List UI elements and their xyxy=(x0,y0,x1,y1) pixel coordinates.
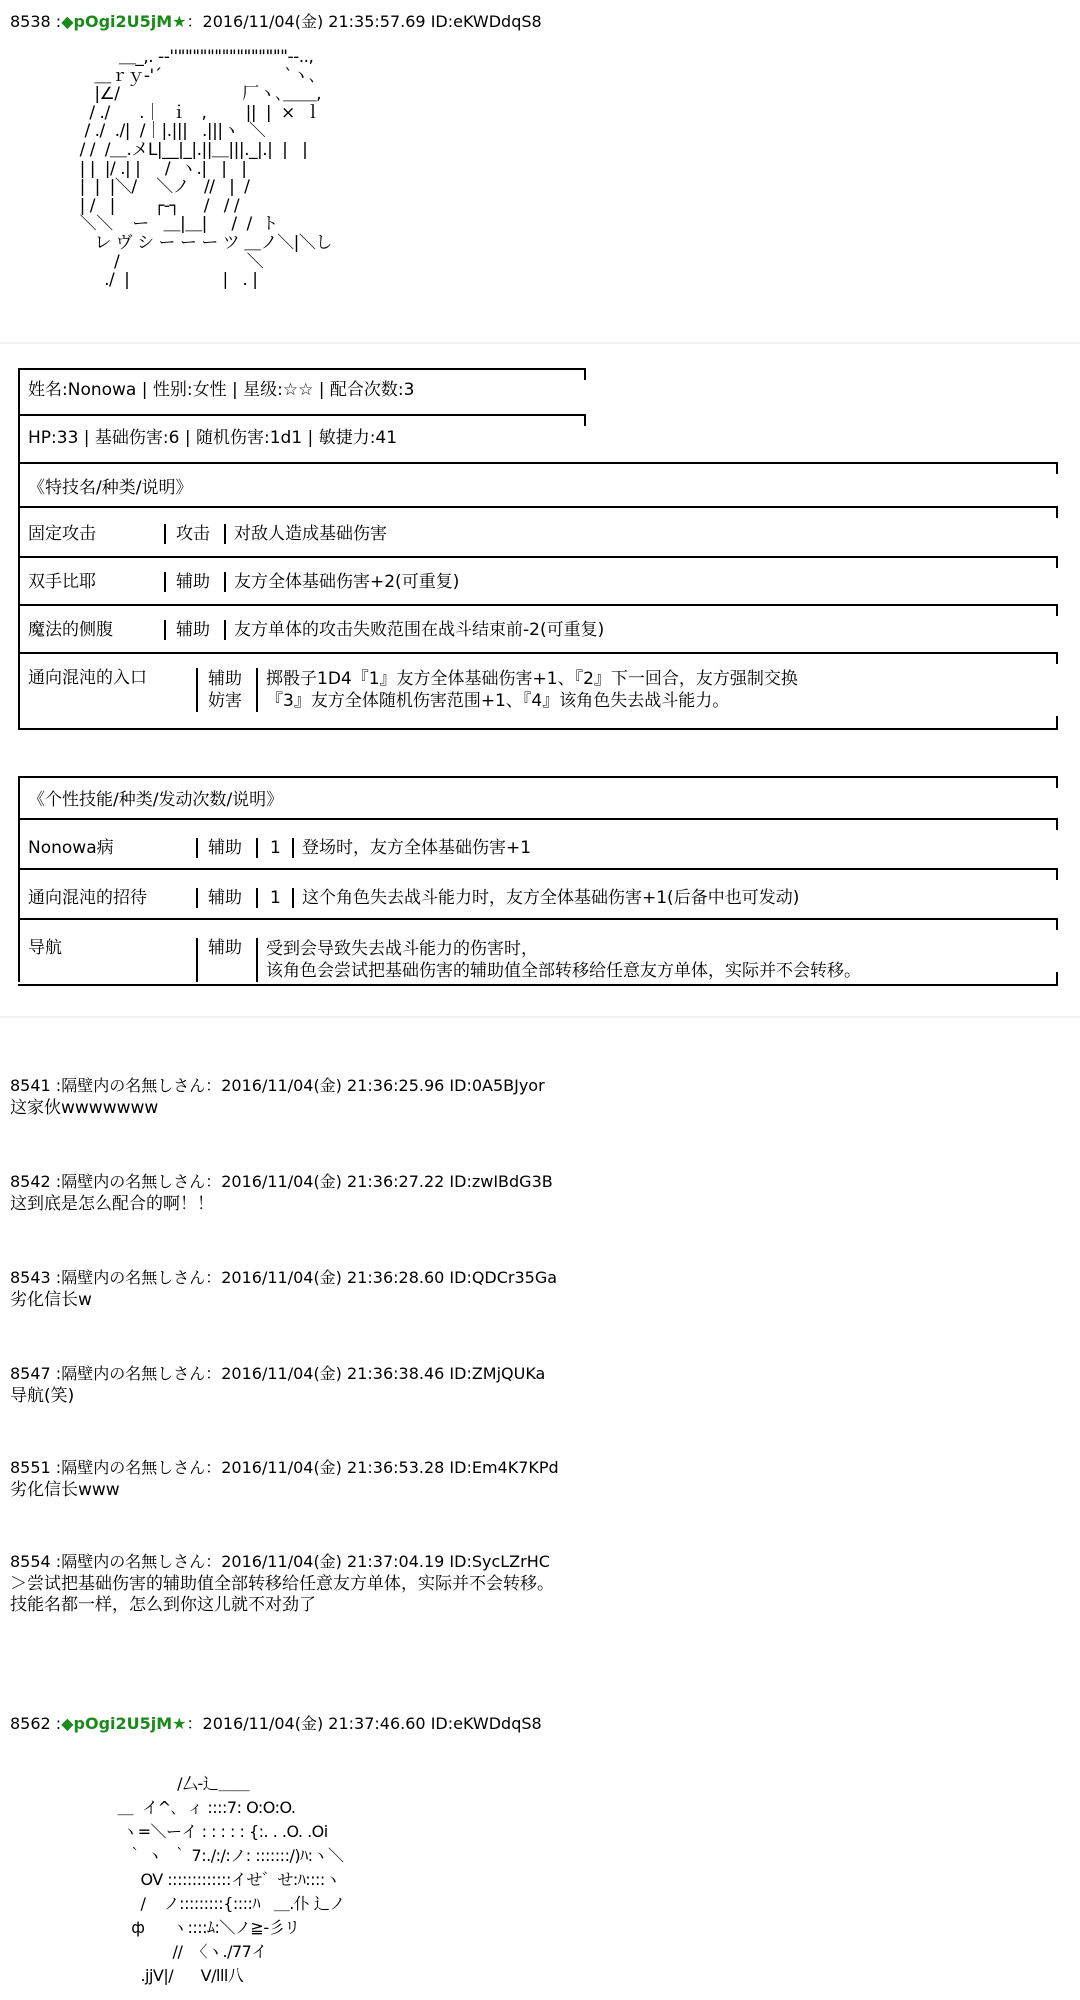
skill-desc: 对敌人造成基础伤害 xyxy=(234,524,387,544)
ascii-art-character-2: /厶-辶＿＿ ＿ イ^､ ィ ::::7: O:O:O. ヽ=＼ーイ : : : : : {:. . .O. .Oi ｀ ヽ ｀ 7:./:/:ノ: :::::::/)ﾊ:ヽ＼ OV :::::::::::::イせ゛せ:ﾊ::::ヽ / ノ:::::::::{::::ﾊ ＿.仆 辶ノ ф ヽ::::ﾑ:＼ノ≧-彡リ // 〈ヽ./77イ .jjV|/ V/lll八 xyxy=(117,1774,345,1985)
poster-name: 隔壁内の名無しさん xyxy=(61,1172,206,1191)
skill-desc: 掷骰子1D4『1』友方全体基础伤害+1、『2』下一回合，友方强制交换 『3』友方全体随机伤害范围+1、『4』该角色失去战斗能力。 xyxy=(266,669,798,711)
trait-name: 通向混沌的招待 xyxy=(28,888,147,908)
trait-count: 1 xyxy=(270,838,281,858)
stats-row-1: 姓名:Nonowa | 性别:女性 | 星级:☆☆ | 配合次数:3 xyxy=(28,380,415,400)
post-header-8562: 8562 :◆pOgi2U5jM★：2016/11/04(金) 21:37:46.60 ID:eKWDdqS8 xyxy=(10,1714,542,1733)
post-body: ＞尝试把基础伤害的辅助值全部转移给任意友方单体，实际并不会转移。 技能名都一样，怎么到你这儿就不对劲了 xyxy=(10,1574,554,1615)
poster-name: 隔壁内の名無しさん xyxy=(61,1552,206,1571)
post-header-8541: 8541 :隔壁内の名無しさん：2016/11/04(金) 21:36:25.96 ID:0A5BJyor xyxy=(10,1076,545,1095)
poster-name: 隔壁内の名無しさん xyxy=(61,1458,206,1477)
trait-count: 1 xyxy=(270,888,281,908)
trait-name: Nonowa病 xyxy=(28,838,114,858)
skill-name: 通向混沌的入口 xyxy=(28,668,147,688)
post-body: 这家伙wwwwwww xyxy=(10,1098,159,1118)
post-header-8551: 8551 :隔壁内の名無しさん：2016/11/04(金) 21:36:53.28 ID:Em4K7KPd xyxy=(10,1458,559,1477)
traits-header: 《个性技能/种类/发动次数/说明》 xyxy=(28,790,284,810)
skill-name: 固定攻击 xyxy=(28,524,96,544)
skill-desc: 友方单体的攻击失败范围在战斗结束前-2(可重复) xyxy=(234,620,605,640)
skill-name: 双手比耶 xyxy=(28,572,96,592)
post-header-8542: 8542 :隔壁内の名無しさん：2016/11/04(金) 21:36:27.22 ID:zwIBdG3B xyxy=(10,1172,553,1191)
poster-trip[interactable]: ◆pOgi2U5jM★ xyxy=(61,1714,187,1733)
post-meta: ：2016/11/04(金) 21:35:57.69 ID:eKWDdqS8 xyxy=(186,12,542,31)
trait-type: 辅助 xyxy=(208,888,242,908)
skill-type: 辅助 xyxy=(176,620,210,640)
post-body: 导航(笑) xyxy=(10,1386,75,1406)
trait-desc: 这个角色失去战斗能力时，友方全体基础伤害+1(后备中也可发动) xyxy=(302,888,800,908)
post-header-8547: 8547 :隔壁内の名無しさん：2016/11/04(金) 21:36:38.46 ID:ZMjQUKa xyxy=(10,1364,546,1383)
trait-type: 辅助 xyxy=(208,838,242,858)
skill-name: 魔法的侧腹 xyxy=(28,620,113,640)
trait-desc: 受到会导致失去战斗能力的伤害时， 该角色会尝试把基础伤害的辅助值全部转移给任意友方单体，实际并不会转移。 xyxy=(266,939,861,981)
stats-row-2: HP:33 | 基础伤害:6 | 随机伤害:1d1 | 敏捷力:41 xyxy=(28,428,398,448)
skill-type: 攻击 xyxy=(176,524,210,544)
poster-trip[interactable]: ◆pOgi2U5jM★ xyxy=(61,12,187,31)
skill-type: 辅助 妨害 xyxy=(208,669,242,711)
post-number: 8538 : xyxy=(10,12,62,31)
post-body: 劣化信长www xyxy=(10,1480,120,1500)
skill-type: 辅助 xyxy=(176,572,210,592)
poster-name: 隔壁内の名無しさん xyxy=(61,1076,206,1095)
poster-name: 隔壁内の名無しさん xyxy=(61,1268,206,1287)
post-body: 这到底是怎么配合的啊！！ xyxy=(10,1194,214,1214)
poster-name: 隔壁内の名無しさん xyxy=(61,1364,206,1383)
ascii-art-character: ＿_,. -‐''"""""""""""""""--.., ＿ｒｙ‐'´ `ヽ､ |∠/ 厂ヽ､＿＿, / ./ .｜ ｉ , || | × ｌ / ./ ./| /｜|.||| .|||ヽ ＼ / / /＿.メL|__|_|.||＿|||._|.| | | | | |/ .| | / ヽ.| | | | | |＼/ ＼ノ // | / | / | ┌‐┐ / / / ＼＼ ー ＿|＿| / / ト レ ヴ シ ー ー ー ツ ＿ノ＼|＼し / ＼ ./ | | . | xyxy=(79,47,332,291)
trait-name: 导航 xyxy=(28,938,62,958)
section-separator xyxy=(0,1016,1080,1018)
post-header-8543: 8543 :隔壁内の名無しさん：2016/11/04(金) 21:36:28.60 ID:QDCr35Ga xyxy=(10,1268,558,1287)
post-header-8554: 8554 :隔壁内の名無しさん：2016/11/04(金) 21:37:04.19 ID:SycLZrHC xyxy=(10,1552,550,1571)
post-body: 劣化信长w xyxy=(10,1290,92,1310)
trait-desc: 登场时，友方全体基础伤害+1 xyxy=(302,838,532,858)
post-header-8538 xyxy=(10,12,542,32)
skill-desc: 友方全体基础伤害+2(可重复) xyxy=(234,572,460,592)
skills-header: 《特技名/种类/说明》 xyxy=(28,478,193,498)
trait-type: 辅助 xyxy=(208,938,242,958)
section-separator xyxy=(0,342,1080,344)
